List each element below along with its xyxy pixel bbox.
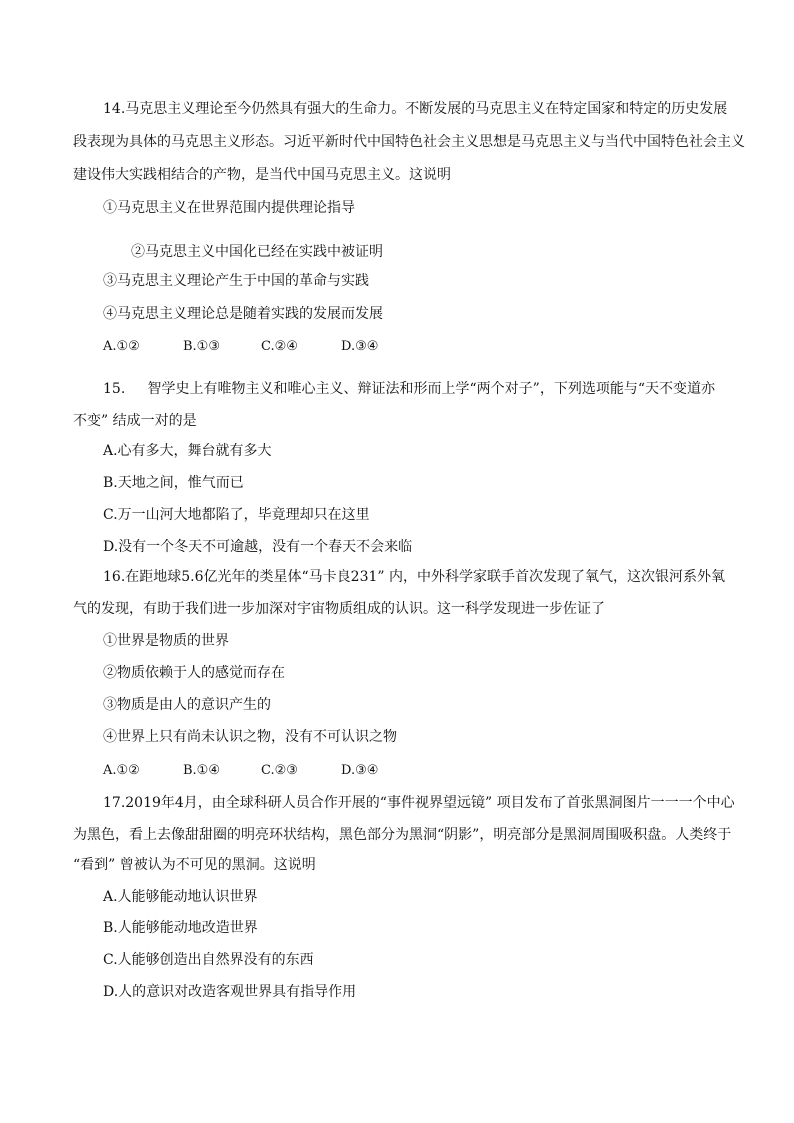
q14-item-4: ④马克思主义理论总是随着实践的发展而发展 [103, 306, 383, 322]
q14-stem-line-1: 14.马克思主义理论至今仍然具有强大的生命力。不断发展的马克思主义在特定国家和特定的历史发展 [103, 101, 728, 117]
q17-choice-d: D.人的意识对改造客观世界具有指导作用 [103, 984, 357, 1000]
q14-option-b: B.①③ [183, 339, 220, 354]
q15-choice-c: C.万一山河大地都陷了，毕竟理却只在这里 [103, 507, 370, 523]
q16-item-3: ③物质是由人的意识产生的 [103, 697, 271, 713]
q14-stem-line-3: 建设伟大实践相结合的产物，是当代中国马克思主义。这说明 [73, 167, 451, 183]
q16-option-b: B.①④ [183, 763, 220, 778]
q17-stem-line-2: 为黑色，看上去像甜甜圈的明亮环状结构，黑色部分为黑洞“阴影”，明亮部分是黑洞周围吸积盘。人类终于 [73, 827, 732, 843]
q17-choice-a: A.人能够能动地认识世界 [103, 889, 258, 905]
q16-item-4: ④世界上只有尚未认识之物，没有不可认识之物 [103, 729, 397, 745]
q14-option-d: D.③④ [341, 339, 379, 354]
q16-option-d: D.③④ [341, 763, 379, 778]
q15-choice-d: D.没有一个冬天不可逾越，没有一个春天不会来临 [103, 539, 413, 555]
q16-stem-line-1: 16.在距地球5.6亿光年的类星体“马卡良231” 内，中外科学家联手首次发现了氧气，这次银河系外氧 [103, 569, 726, 585]
q16-stem-line-2: 气的发现，有助于我们进一步加深对宇宙物质组成的认识。这一科学发现进一步佐证了 [73, 601, 605, 617]
q15-stem-line-1: 15. 智学史上有唯物主义和唯心主义、辩证法和形而上学“两个对子”，下列选项能与“天不变道亦 [103, 381, 715, 397]
q16-option-c: C.②③ [261, 763, 298, 778]
q17-choice-c: C.人能够创造出自然界没有的东西 [103, 952, 314, 968]
q14-stem-line-2: 段表现为具体的马克思主义形态。习近平新时代中国特色社会主义思想是马克思主义与当代中国特色社会主义 [73, 134, 745, 150]
q14-option-c: C.②④ [261, 339, 298, 354]
q14-item-3: ③马克思主义理论产生于中国的革命与实践 [103, 273, 369, 289]
q17-choice-b: B.人能够能动地改造世界 [103, 920, 258, 936]
q15-choice-a: A.心有多大，舞台就有多大 [103, 443, 272, 459]
q16-item-1: ①世界是物质的世界 [103, 633, 229, 649]
q14-option-a: A.①② [103, 339, 140, 354]
q17-stem-line-3: “看到” 曾被认为不可见的黑洞。这说明 [73, 857, 316, 873]
q14-item-2: ②马克思主义中国化已经在实践中被证明 [131, 244, 383, 260]
q16-option-a: A.①② [103, 763, 140, 778]
q17-stem-line-1: 17.2019年4月，由全球科研人员合作开展的“事件视界望远镜” 项目发布了首张黑洞图片一一一个中心 [103, 795, 735, 811]
q15-stem-line-2: 不变” 结成一对的是 [73, 413, 197, 429]
q16-item-2: ②物质依赖于人的感觉而存在 [103, 665, 285, 681]
q15-choice-b: B.天地之间，惟气而已 [103, 475, 244, 491]
q14-item-1: ①马克思主义在世界范围内提供理论指导 [103, 200, 355, 216]
